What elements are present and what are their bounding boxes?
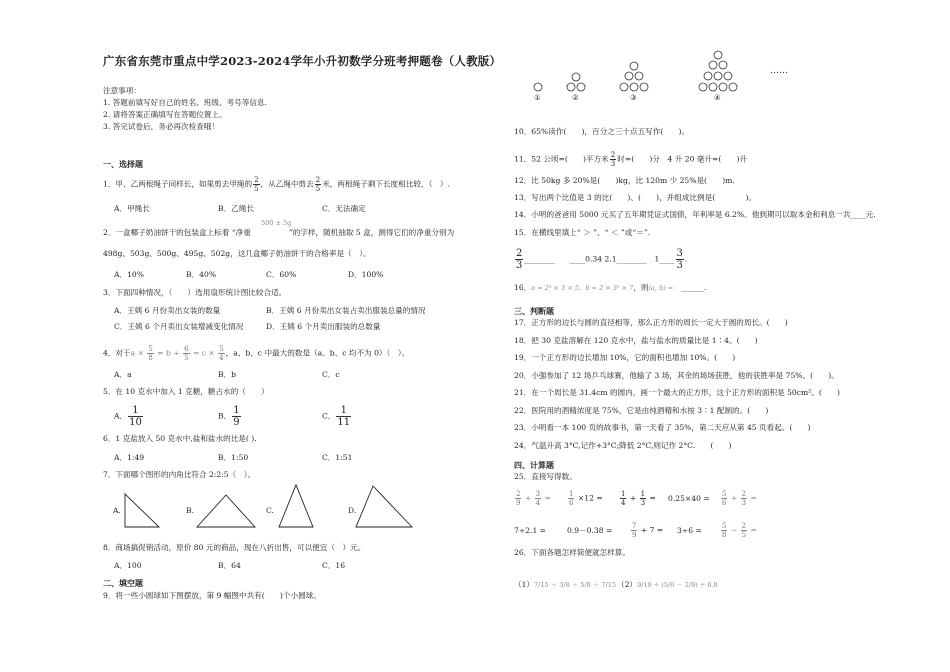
- calc-item: 0.25×40 =: [668, 494, 710, 503]
- section-heading: 一、选择题: [103, 159, 143, 169]
- option: A.: [113, 506, 121, 515]
- judge-item: 22．医院用的酒精浓度是 75%，它是由纯酒精和水按 3∶1 配制的。( ): [514, 406, 769, 415]
- option: B．64: [218, 561, 241, 570]
- judge-item: 18．把 30 克盐溶解在 120 克水中，盐与盐水的质量比是 1∶4。( ): [514, 336, 758, 345]
- option: B．王姨 6 月份卖出女装占卖出服装总量的情况: [266, 306, 426, 315]
- calc-item: 3÷6 =: [677, 526, 702, 535]
- question-9: 9．将一些小圆球如下图摆放，第 9 幅图中共有( )个小圆球。: [103, 591, 321, 600]
- judge-item: 21．在一个周长是 31.4cm 的圆内，画一个最大的正方形，这个正方形的面积是 50cm²。( ): [514, 388, 840, 397]
- question-4: 4．对于a × $\frac{5}{8}$ = b ÷ $\frac{6}{5}$ = c × $\frac{5}{4}$ ，a、b、c 中最大的数是（a、b、c 均不为 0）（ ）。: [103, 345, 410, 362]
- question-2-line-1: 2．一盒椰子奶油饼干的包装盒上标着 “净重 ”的字样，随机抽取 5 盒，测得它们的净重分别为: [103, 228, 455, 237]
- judge-item: 19．一个正方形的边长增加 10%，它的面积也增加 10%。( ): [514, 353, 736, 362]
- calc-item: $\frac{5}{8}$ − $\frac{2}{5}$ =: [722, 522, 757, 539]
- calc-item: 0.9－0.38 =: [567, 526, 613, 535]
- option: B.: [186, 506, 194, 515]
- question-15: 15．在横线里填上“ ＞ ”、“ ＜ ”或“＝”.: [514, 228, 651, 237]
- notes-heading: 注意事项：: [103, 86, 141, 95]
- question-7: 7．下面哪个图形的内角比符合 2:2:5（ ）。: [103, 470, 256, 479]
- option: C．1:51: [322, 453, 353, 462]
- section-heading: 二、填空题: [103, 578, 143, 588]
- question-1: 1．甲、乙两根绳子同样长，如果剪去甲绳的 $\frac{2}{5}$ ，从乙绳中剪去 $\frac{2}{5}$ 米，两根绳子剩下长度相比较，（ ）.: [103, 176, 450, 193]
- calc-item: $\frac{1}{4}$ + $\frac{1}{3}$ =: [621, 490, 656, 507]
- question-13: 13．写出两个比值是 3 的比( )、( )，并组成比例是( )。: [514, 193, 757, 202]
- page-title: 广东省东莞市重点中学2023-2024学年小升初数学分班考押题卷（人教版）: [103, 54, 502, 68]
- option: B．1:50: [218, 453, 249, 462]
- calc-item: $\frac{1}{6}$ ×12 =: [569, 490, 603, 507]
- question-16: 16．a = 2³ × 3 × 5，b = 2 × 3² × 7，则(a, b) = ______.: [514, 283, 707, 292]
- question-26: 26．下面各题怎样简便就怎样算。: [514, 548, 630, 557]
- section-heading: 四、计算题: [514, 460, 554, 470]
- option: C．16: [322, 561, 346, 570]
- option: B．b: [218, 370, 237, 379]
- note-item: 2. 请将答案正确填写在答题位置上。: [103, 110, 227, 119]
- calc-item: $\frac{2}{9}$ + $\frac{3}{4}$ =: [516, 490, 551, 507]
- figure-label: ④: [714, 93, 721, 102]
- judge-item: 20．小强参加了 12 场乒乓球赛，他输了 3 场，其余的场场获胜，他的获胜率是 75%。( )。: [514, 371, 839, 380]
- option: C．60%: [266, 270, 297, 279]
- question-12: 12．比 50kg 多 20%是( )kg，比 120m 少 25%是( )m.: [514, 176, 735, 185]
- figure-label: ②: [572, 93, 579, 102]
- question-3: 3．下面四种情况，（ ）选用扇形统计图比较合适。: [103, 288, 287, 297]
- option: A． $\frac{1}{10}$: [114, 405, 142, 428]
- net-weight-label: 500 ± 5g: [261, 219, 292, 227]
- calc-item: $\frac{5}{6}$ + $\frac{2}{3}$ =: [722, 490, 757, 507]
- option: A．100: [114, 561, 142, 570]
- question-2-line-2: 498g、503g、500g、495g、502g，这几盒椰子奶油饼干的合格率是（ ）。: [103, 249, 371, 258]
- option: D.: [348, 506, 357, 515]
- figure-label: ①: [534, 93, 541, 102]
- option: D．王姨 6 个月卖出服装的总数量: [266, 322, 381, 331]
- note-item: 3. 答完试卷后，务必再次检查哦！: [103, 122, 219, 131]
- calc-item: 7÷2.1 =: [514, 526, 547, 535]
- continuation-dots: ……: [770, 66, 788, 76]
- question-26-part-2: （2）9/19 ÷ (5/6 － 2/9) ÷ 0.8: [617, 580, 718, 589]
- option: B． $\frac{1}{9}$: [218, 405, 240, 428]
- option: B．乙绳长: [218, 204, 254, 213]
- option: A．a: [114, 370, 132, 379]
- figure-label: ③: [630, 93, 637, 102]
- option: D．100%: [348, 270, 384, 279]
- question-8: 8．商场搞促销活动，原价 80 元的商品，现在八折出售，可以便宜（ ）元。: [103, 543, 366, 552]
- question-14: 14．小明的爸爸用 5000 元买了五年期凭证式国债，年利率是 6.2%。他到期可以取本金和利息一共____元.: [514, 210, 876, 219]
- option: A．10%: [114, 270, 144, 279]
- question-6: 6．1 克盐放入 50 克水中,盐和盐水的比是( ).: [103, 434, 257, 443]
- option: C．c: [322, 370, 340, 379]
- option: C．无法确定: [322, 204, 366, 213]
- option: B．40%: [186, 270, 217, 279]
- question-15-comparisons: $\frac{2}{3}$ ________ ____0.34 2.1________ 1____ $\frac{3}{3}$ .: [516, 248, 688, 271]
- judge-item: 24．气温升高 3°C,记作+3°C;降低 2°C,则记作 2°C. ( ): [514, 441, 732, 450]
- question-26-part-1: （1）7/15 ＋ 3/8 ＋ 5/8 ＋ 7/15: [514, 580, 617, 589]
- judge-item: 23．小明看一本 100 页的故事书，第一天看了 35%，第二天应从第 45 页看起。( ): [514, 423, 811, 432]
- question-25: 25．直接写得数。: [514, 472, 577, 481]
- option: C．王姨 6 个月卖出女装增减变化情况: [114, 322, 244, 331]
- question-10: 10．65%读作( )，百分之三十点五写作( )。: [514, 127, 690, 136]
- question-5: 5．在 10 克水中加入 1 克糖，糖占水的（ ）: [103, 387, 269, 396]
- option: A．王姨 6 月份卖出女装的数量: [114, 306, 221, 315]
- option: C． $\frac{1}{11}$: [322, 405, 351, 428]
- calc-item: $\frac{7}{9}$ + 7 =: [632, 522, 664, 539]
- note-item: 1. 答题前填写好自己的姓名、班级、考号等信息.: [103, 98, 267, 107]
- option: C.: [266, 506, 274, 515]
- section-heading: 三、判断题: [514, 306, 554, 316]
- question-11: 11．52 公顷=( )平方米 $\frac{2}{3}$ 时=( )分 4 升 20 毫升=( )升: [514, 151, 748, 168]
- option: A．甲绳长: [114, 204, 150, 213]
- option: A．1:49: [114, 453, 145, 462]
- judge-item: 17．正方形的边长与圆的直径相等，那么正方形的周长一定大于圆的周长。( ): [514, 318, 788, 327]
